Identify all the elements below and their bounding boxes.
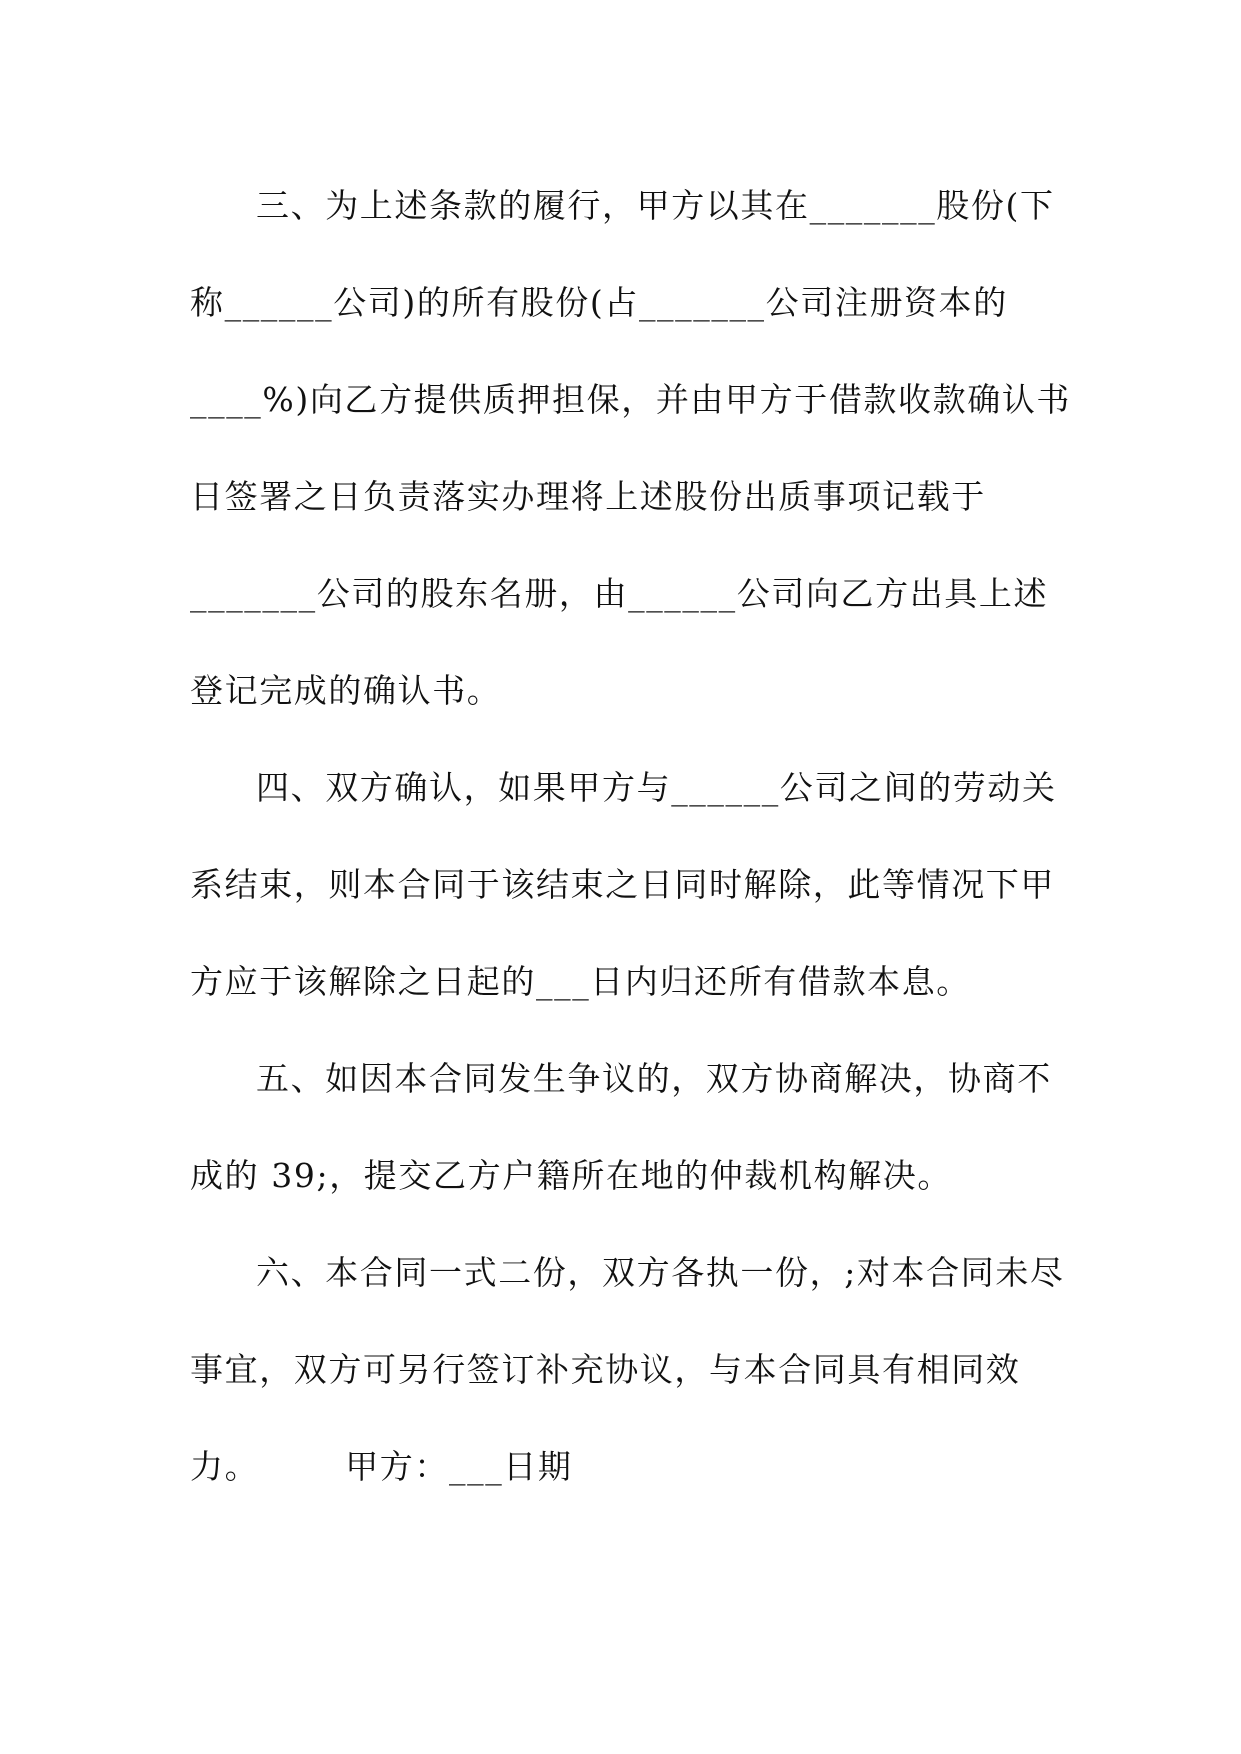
clause-4-line-2: 系结束，则本合同于该结束之日同时解除，此等情况下甲	[190, 865, 1055, 904]
clause-3-line-5: _______公司的股东名册，由______公司向乙方出具上述	[190, 574, 1049, 613]
clause-6-final-line	[190, 1431, 1050, 1528]
contract-text	[190, 170, 1072, 1528]
clause-3-line-1: 三、为上述条款的履行，甲方以其在_______股份(下	[256, 186, 1055, 225]
clause-3-line-4: 日签署之日负责落实办理将上述股份出质事项记载于	[190, 477, 986, 516]
clause-5-line-2: 成的 39;，提交乙方户籍所在地的仲裁机构解决。	[190, 1156, 952, 1195]
clause-6-line-2: 事宜，双方可另行签订补充协议，与本合同具有相同效	[190, 1350, 1021, 1389]
clause-4-line-1: 四、双方确认，如果甲方与______公司之间的劳动关	[256, 768, 1057, 807]
clause-5-line-1: 五、如因本合同发生争议的，双方协商解决，协商不	[256, 1059, 1052, 1098]
clause-6-line-1: 六、本合同一式二份，双方各执一份，;对本合同未尽	[256, 1253, 1065, 1292]
clause-4-line-3: 方应于该解除之日起的___日内归还所有借款本息。	[190, 962, 971, 1001]
clause-3-line-6: 登记完成的确认书。	[190, 671, 502, 710]
clause-3-line-2: 称______公司)的所有股份(占_______公司注册资本的	[190, 283, 1008, 322]
clause-6-ending: 力。	[190, 1447, 260, 1486]
party-a-signature-date: 甲方：___日期	[345, 1447, 573, 1486]
clause-3-line-3: ____%)向乙方提供质押担保，并由甲方于借款收款确认书	[190, 380, 1072, 419]
